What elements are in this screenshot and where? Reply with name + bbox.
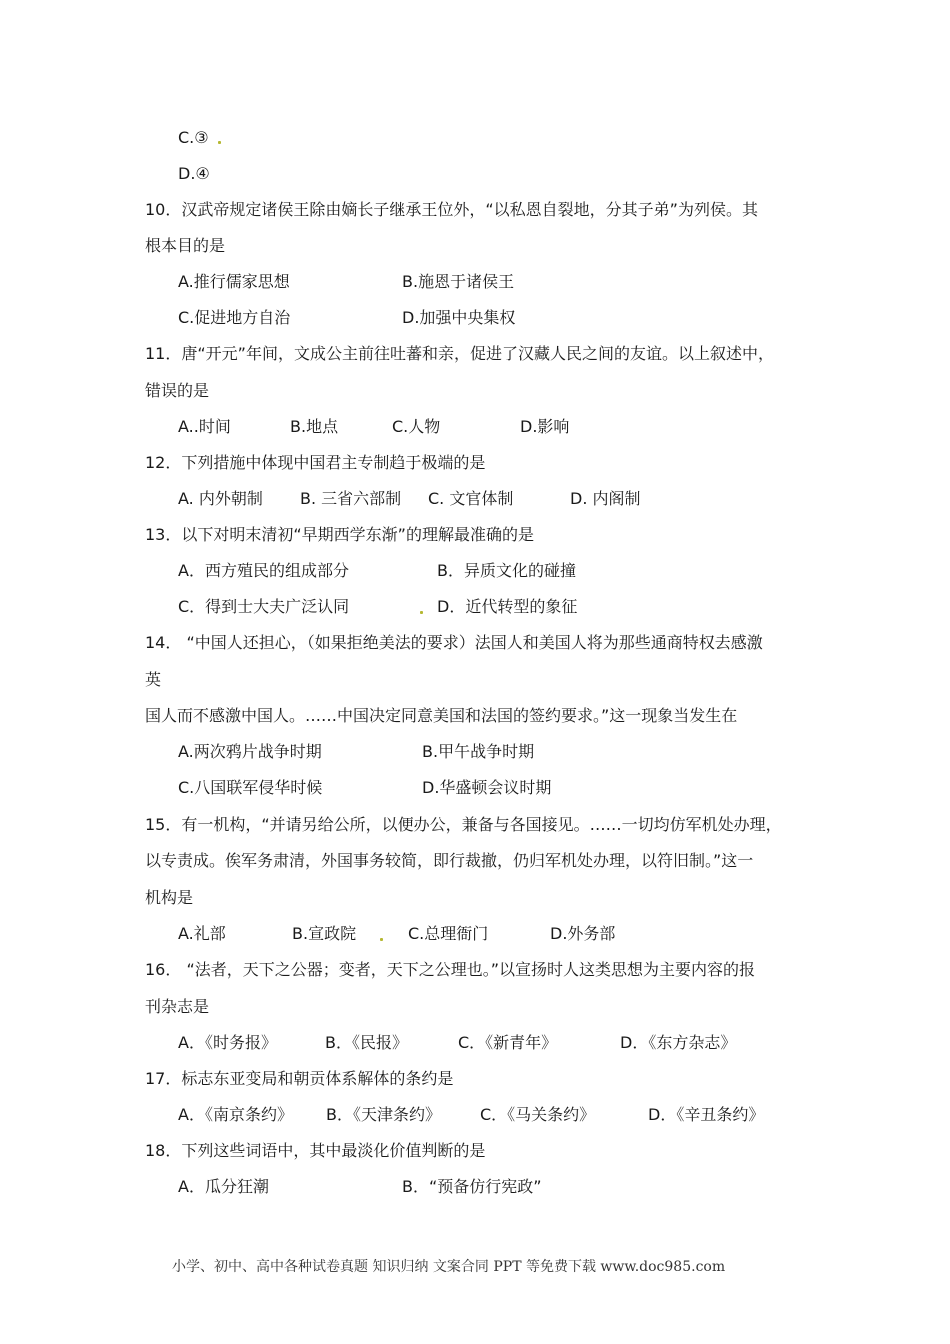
question-14-cont: 英 [145,670,162,689]
q15-option-b: B.宣政院 [292,924,357,943]
q18-option-b: B．“预备仿行宪政” [402,1177,542,1196]
question-12: 12．下列措施中体现中国君主专制趋于极端的是 [145,453,486,472]
question-17: 17．标志东亚变局和朝贡体系解体的条约是 [145,1069,454,1088]
q16-option-d: D．《东方杂志》 [620,1033,737,1052]
q16-option-c: C．《新青年》 [458,1033,558,1052]
question-18: 18．下列这些词语中，其中最淡化价值判断的是 [145,1141,486,1160]
mark-dot [380,938,383,941]
q17-option-d: D．《辛丑条约》 [648,1105,765,1124]
question-15-cont: 以专责成。俟军务肃清，外国事务较简，即行裁撤，仍归军机处办理，以符旧制。”这一 [145,851,754,870]
q14-option-c: C.八国联军侵华时候 [178,778,323,797]
q12-option-d: D. 内阁制 [570,489,641,508]
q14-option-a: A.两次鸦片战争时期 [178,742,322,761]
q10-option-b: B.施恩于诸侯王 [402,272,515,291]
q13-option-a: A．西方殖民的组成部分 [178,561,349,580]
question-13: 13．以下对明末清初“早期西学东渐”的理解最准确的是 [145,525,534,544]
question-16-cont: 刊杂志是 [145,997,210,1016]
q10-option-c: C.促进地方自治 [178,308,291,327]
q14-option-d: D.华盛顿会议时期 [422,778,552,797]
question-15: 15．有一机构，“并请另给公所，以便办公，兼备与各国接见。……一切均仿军机处办理， [145,815,782,834]
q17-option-b: B．《天津条约》 [326,1105,441,1124]
q15-option-c: C.总理衙门 [408,924,489,943]
question-11-cont: 错误的是 [145,381,210,400]
option-c: C.③ [178,128,209,147]
q11-option-a: A..时间 [178,417,231,436]
mark-dot [420,611,423,614]
q10-option-d: D.加强中央集权 [402,308,516,327]
q18-option-a: A．瓜分狂潮 [178,1177,269,1196]
question-14-cont-2: 国人而不感激中国人。……中国决定同意美国和法国的签约要求。”这一现象当发生在 [145,706,738,725]
q11-option-b: B.地点 [290,417,339,436]
q12-option-c: C. 文官体制 [428,489,514,508]
question-10-cont: 根本目的是 [145,236,226,255]
page-footer: 小学、初中、高中各种试卷真题 知识归纳 文案合同 PPT 等免费下载 www.doc985.com [172,1259,726,1275]
q16-option-a: A．《时务报》 [178,1033,277,1052]
q13-option-d: D．近代转型的象征 [437,597,578,616]
q15-option-d: D.外务部 [550,924,616,943]
question-11: 11．唐“开元”年间，文成公主前往吐蕃和亲，促进了汉藏人民之间的友谊。以上叙述中， [145,344,774,363]
question-15-cont-2: 机构是 [145,888,194,907]
q17-option-c: C．《马关条约》 [480,1105,596,1124]
question-10: 10．汉武帝规定诸侯王除由嫡长子继承王位外，“以私恩自裂地，分其子弟”为列侯。其 [145,200,758,219]
mark-dot [218,141,221,144]
q17-option-a: A．《南京条约》 [178,1105,293,1124]
question-14: 14． “中国人还担心，（如果拒绝美法的要求）法国人和美国人将为那些通商特权去感激 [145,633,763,652]
q11-option-d: D.影响 [520,417,570,436]
q13-option-c: C．得到士大夫广泛认同 [178,597,350,616]
option-d: D.④ [178,164,210,183]
q10-option-a: A.推行儒家思想 [178,272,290,291]
q12-option-b: B. 三省六部制 [300,489,402,508]
q12-option-a: A. 内外朝制 [178,489,263,508]
q15-option-a: A.礼部 [178,924,226,943]
q11-option-c: C.人物 [392,417,441,436]
q16-option-b: B．《民报》 [325,1033,408,1052]
question-16: 16． “法者，天下之公器；变者，天下之公理也。”以宣扬时人这类思想为主要内容的报 [145,960,756,979]
q14-option-b: B.甲午战争时期 [422,742,535,761]
q13-option-b: B．异质文化的碰撞 [437,561,576,580]
